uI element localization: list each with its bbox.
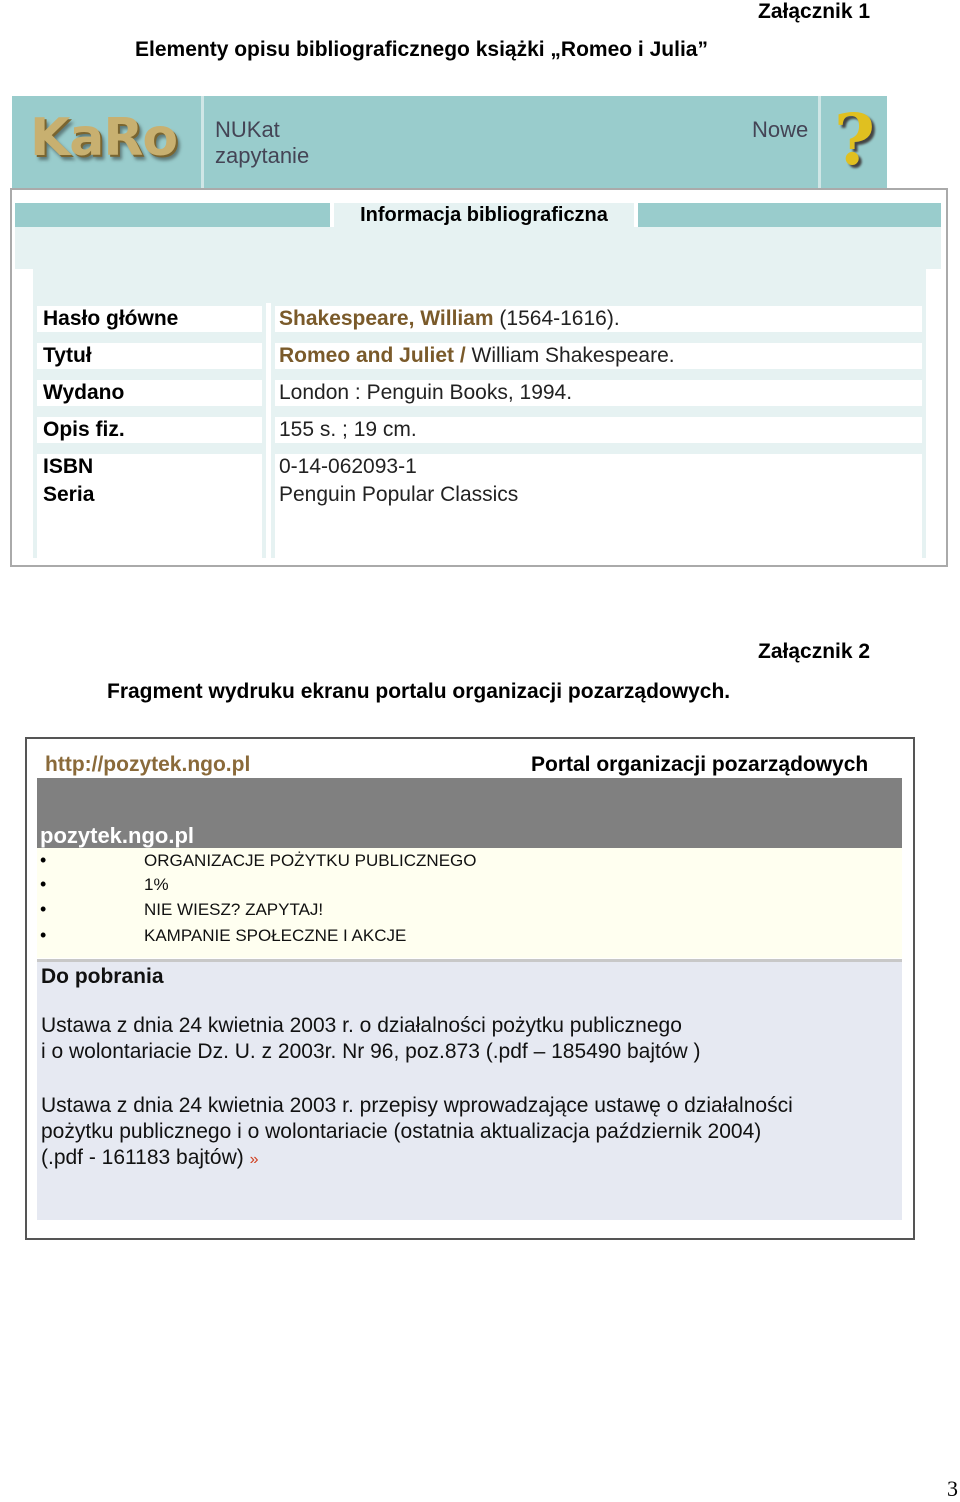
row-label-main-heading: Hasło główne	[43, 307, 179, 330]
download-2-line1: Ustawa z dnia 24 kwietnia 2003 r. przepisy wprowadzające ustawę o działalności	[41, 1094, 793, 1117]
portal-title: Portal organizacji pozarządowych	[531, 753, 869, 776]
menu-line1: NUKat	[215, 117, 280, 142]
download-1-line1: Ustawa z dnia 24 kwietnia 2003 r. o działalności pożytku publicznego	[41, 1014, 682, 1037]
downloads-title: Do pobrania	[41, 965, 164, 988]
annex2-caption: Fragment wydruku ekranu portalu organizacji pozarządowych.	[107, 680, 731, 703]
row-value-published: London : Penguin Books, 1994.	[279, 381, 573, 404]
download-item-2[interactable]	[41, 1093, 793, 1173]
annex2-label: Załącznik 2	[758, 640, 871, 663]
downloads-section	[37, 959, 902, 1220]
row-label-isbn: ISBN	[43, 455, 94, 478]
row-label-title: Tytuł	[43, 344, 92, 367]
row-label-series: Seria	[43, 483, 95, 506]
row-label-physical: Opis fiz.	[43, 418, 125, 441]
bullet-icon: •	[40, 899, 47, 919]
menu-line2: zapytanie	[215, 143, 310, 168]
download-2-line2: pożytku publicznego i o wolontariacie (ostatnia aktualizacja październik 2004)	[41, 1120, 762, 1143]
annex1-label: Załącznik 1	[758, 0, 871, 23]
row-value-physical: 155 s. ; 19 cm.	[279, 418, 417, 441]
bullet-icon: •	[40, 925, 47, 945]
karo-logo[interactable]: KaRo	[30, 108, 178, 168]
annex1-caption: Elementy opisu bibliograficznego książki „Romeo i Julia”	[135, 38, 708, 61]
bullet-icon: •	[40, 850, 47, 870]
title-author: William Shakespeare.	[465, 344, 675, 367]
row-label-published: Wydano	[43, 381, 125, 404]
question-mark-icon[interactable]: ?	[834, 98, 876, 181]
download-1-line2: i o wolontariacie Dz. U. z 2003r. Nr 96, poz.873 (.pdf – 185490 bajtów )	[41, 1040, 701, 1063]
row-value-title	[279, 344, 675, 368]
download-2-size: (.pdf - 161183 bajtów)	[41, 1146, 244, 1169]
author-dates: (1564-1616).	[493, 307, 620, 330]
author-link[interactable]: Shakespeare, William	[279, 307, 494, 330]
portal-url-link[interactable]: http://pozytek.ngo.pl	[45, 753, 251, 776]
section-title: Informacja bibliograficzna	[330, 203, 638, 227]
bullet-icon: •	[40, 874, 47, 894]
menu-item-ask[interactable]: NIE WIESZ? ZAPYTAJ!	[144, 900, 324, 919]
info-band	[15, 227, 941, 269]
download-2-line3	[41, 1145, 793, 1173]
menu-item-public-benefit[interactable]: ORGANIZACJE POŻYTKU PUBLICZNEGO	[144, 851, 477, 870]
arrow-marker-icon: »	[249, 1151, 259, 1168]
title-link[interactable]: Romeo and Juliet /	[279, 344, 466, 367]
menu-item-campaigns[interactable]: KAMPANIE SPOŁECZNE I AKCJE	[144, 926, 407, 945]
info-band-inner	[33, 269, 926, 303]
new-link[interactable]: Nowe	[752, 117, 809, 142]
row-value-main-heading	[279, 307, 620, 331]
nukat-query-link[interactable]	[215, 117, 309, 169]
download-item-1[interactable]	[41, 1013, 701, 1065]
row-value-isbn: 0-14-062093-1	[279, 455, 417, 478]
menu-item-one-percent[interactable]: 1%	[144, 875, 169, 894]
row-value-series: Penguin Popular Classics	[279, 483, 519, 506]
page-number: 3	[947, 1476, 958, 1501]
portal-logo[interactable]: pozytek.ngo.pl	[40, 823, 194, 848]
